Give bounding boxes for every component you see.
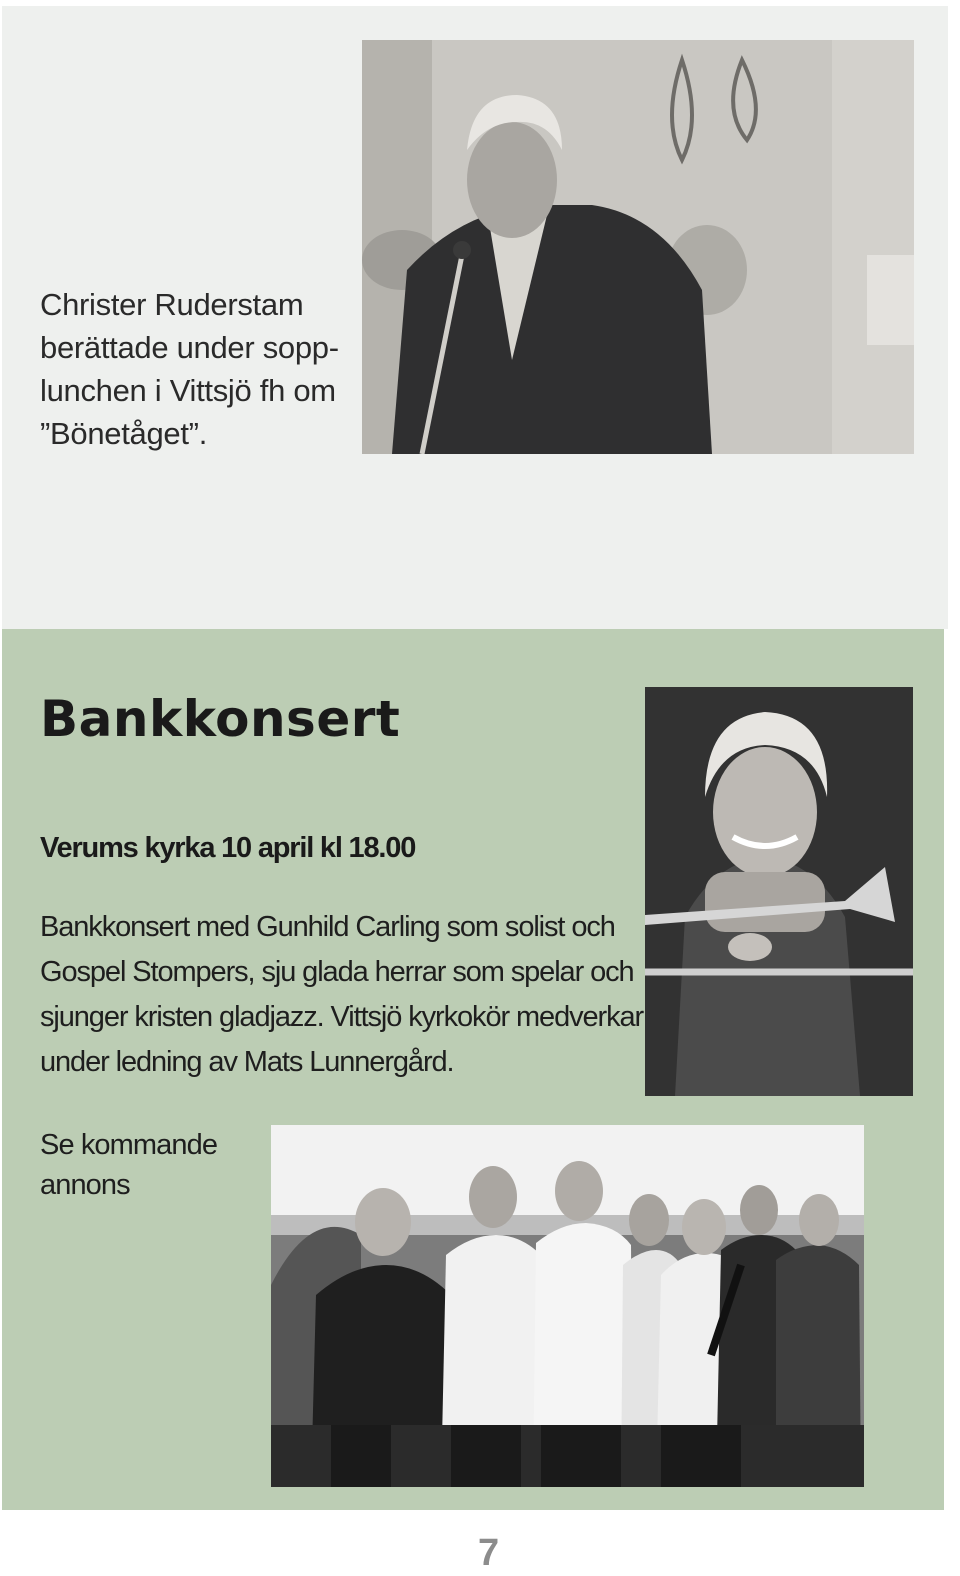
band-photo-illustration — [271, 1125, 864, 1487]
article-headline: Bankkonsert — [40, 690, 401, 748]
soloist-photo — [645, 687, 913, 1096]
see-upcoming-ad-note — [40, 1125, 217, 1205]
band-photo — [271, 1125, 864, 1487]
side-note-line: annons — [40, 1169, 130, 1201]
page-number: 7 — [478, 1532, 500, 1574]
body-line: sjunger kristen gladjazz. Vittsjö kyrkokör medverkar — [40, 1001, 644, 1033]
event-date-location: Verums kyrka 10 april kl 18.00 — [40, 832, 416, 864]
speaker-photo-illustration — [362, 40, 914, 454]
caption-line: berättade under sopp- — [40, 330, 339, 365]
body-line: under ledning av Mats Lunnergård. — [40, 1046, 454, 1078]
caption-line: ”Bönetåget”. — [40, 416, 208, 451]
body-line: Bankkonsert med Gunhild Carling som solist och — [40, 911, 615, 943]
side-note-line: Se kommande — [40, 1129, 218, 1161]
soloist-photo-illustration — [645, 687, 913, 1096]
caption-line: Christer Ruderstam — [40, 287, 304, 322]
caption-line: lunchen i Vittsjö fh om — [40, 373, 336, 408]
body-line: Gospel Stompers, sju glada herrar som spelar och — [40, 956, 634, 988]
photo-caption — [40, 283, 350, 455]
speaker-photo — [362, 40, 914, 454]
article-body — [40, 905, 644, 1085]
